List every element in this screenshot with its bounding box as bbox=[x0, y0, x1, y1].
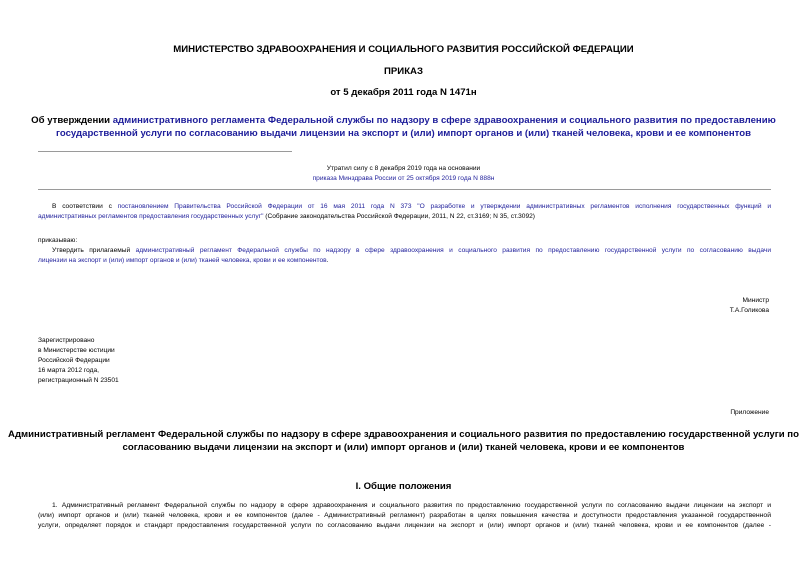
divider bbox=[38, 189, 771, 190]
preamble-prefix: В соответствии с bbox=[52, 203, 118, 210]
registration-line: Российской Федерации bbox=[38, 357, 110, 364]
order-label: приказываю: bbox=[38, 237, 78, 244]
order-prefix: Утвердить прилагаемый bbox=[52, 247, 136, 254]
doc-date-number: от 5 декабря 2011 года N 1471н bbox=[330, 87, 477, 98]
approved-regulation-link[interactable]: административный регламент Федеральной службы по надзору в сфере здравоохранения и социального развития по предоставлению государственной услуги по согласованию выдачи bbox=[135, 247, 771, 254]
ministry-heading: МИНИСТЕРСТВО ЗДРАВООХРАНЕНИЯ И СОЦИАЛЬНОГО РАЗВИТИЯ РОССИЙСКОЙ ФЕДЕРАЦИИ bbox=[173, 44, 634, 55]
order-end: . bbox=[326, 257, 329, 264]
section-line: 1. Административный регламент Федеральной службы по надзору в сфере здравоохранения и социального развития по предоставлению государственной услуги по согласованию выдачи лицензии на экспорт и bbox=[52, 502, 771, 509]
appendix-label: Приложение bbox=[730, 409, 769, 416]
section-heading: I. Общие положения bbox=[355, 481, 452, 492]
appendix-title bbox=[0, 429, 807, 454]
section-paragraph bbox=[38, 501, 771, 532]
government-decree-link[interactable]: постановлением Правительства Российской Федерации от 16 мая 2011 года N 373 "О разработке и утверждении административных регламентов исполнения государственных функций и bbox=[117, 203, 771, 210]
appendix-title-line: согласованию выдачи лицензии на экспорт и (или) импорт органов и (или) тканей человека, крови и ее компонентов bbox=[122, 441, 685, 453]
registration-line: Зарегистрировано bbox=[38, 337, 95, 344]
signature-name: Т.А.Голикова bbox=[729, 307, 769, 314]
preamble-suffix: (Собрание законодательства Российской Федерации, 2011, N 22, ст.3169; N 35, ст.3092) bbox=[263, 213, 536, 220]
section-line: (или) импорт органов и (или) тканей человека, крови и ее компонентов (далее - Административный регламент) разработан в целях повышения качества и доступности предоставления указанной государственной bbox=[38, 512, 771, 520]
order-paragraph bbox=[38, 236, 771, 266]
preamble-paragraph bbox=[38, 202, 771, 222]
doc-title bbox=[0, 115, 807, 140]
section-line: услуги, определяет порядок и стандарт предоставления государственной услуги по согласованию выдачи лицензии на экспорт и (или) импорт органов и (или) тканей человека, крови и ее компонентов (далее - bbox=[38, 522, 771, 530]
signature-position: Министр bbox=[742, 297, 769, 304]
registration-line: регистрационный N 23501 bbox=[38, 377, 119, 384]
doc-type-heading: ПРИКАЗ bbox=[384, 66, 423, 77]
registration-line: в Министерстве юстиции bbox=[38, 347, 115, 354]
regulation-link[interactable]: административного регламента Федеральной службы по надзору в сфере здравоохранения и социального развития по предоставлению bbox=[112, 115, 776, 126]
repeal-order-link[interactable]: приказа Минздрава России от 25 октября 2019 года N 888н bbox=[312, 175, 495, 182]
government-decree-link-cont[interactable]: административных регламентов предоставления государственных услуг" bbox=[38, 213, 264, 220]
approved-regulation-link-cont[interactable]: лицензии на экспорт и (или) импорт органов и (или) тканей человека, крови и ее компонентов bbox=[38, 257, 327, 264]
status-note bbox=[0, 164, 807, 184]
regulation-link-cont[interactable]: государственной услуги по согласованию выдачи лицензии на экспорт и (или) импорт органов и (или) тканей человека, крови и ее компонентов bbox=[55, 127, 751, 139]
signature-block bbox=[730, 296, 769, 316]
status-line: Утратил силу с 8 декабря 2019 года на основании bbox=[326, 165, 481, 172]
registration-line: 16 марта 2012 года, bbox=[38, 367, 99, 374]
doc-title-prefix: Об утверждении bbox=[31, 115, 113, 126]
divider bbox=[38, 151, 292, 152]
appendix-title-line: Административный регламент Федеральной службы по надзору в сфере здравоохранения и социального развития по предоставлению государственной услуги по bbox=[8, 429, 799, 440]
registration-block bbox=[38, 336, 119, 386]
